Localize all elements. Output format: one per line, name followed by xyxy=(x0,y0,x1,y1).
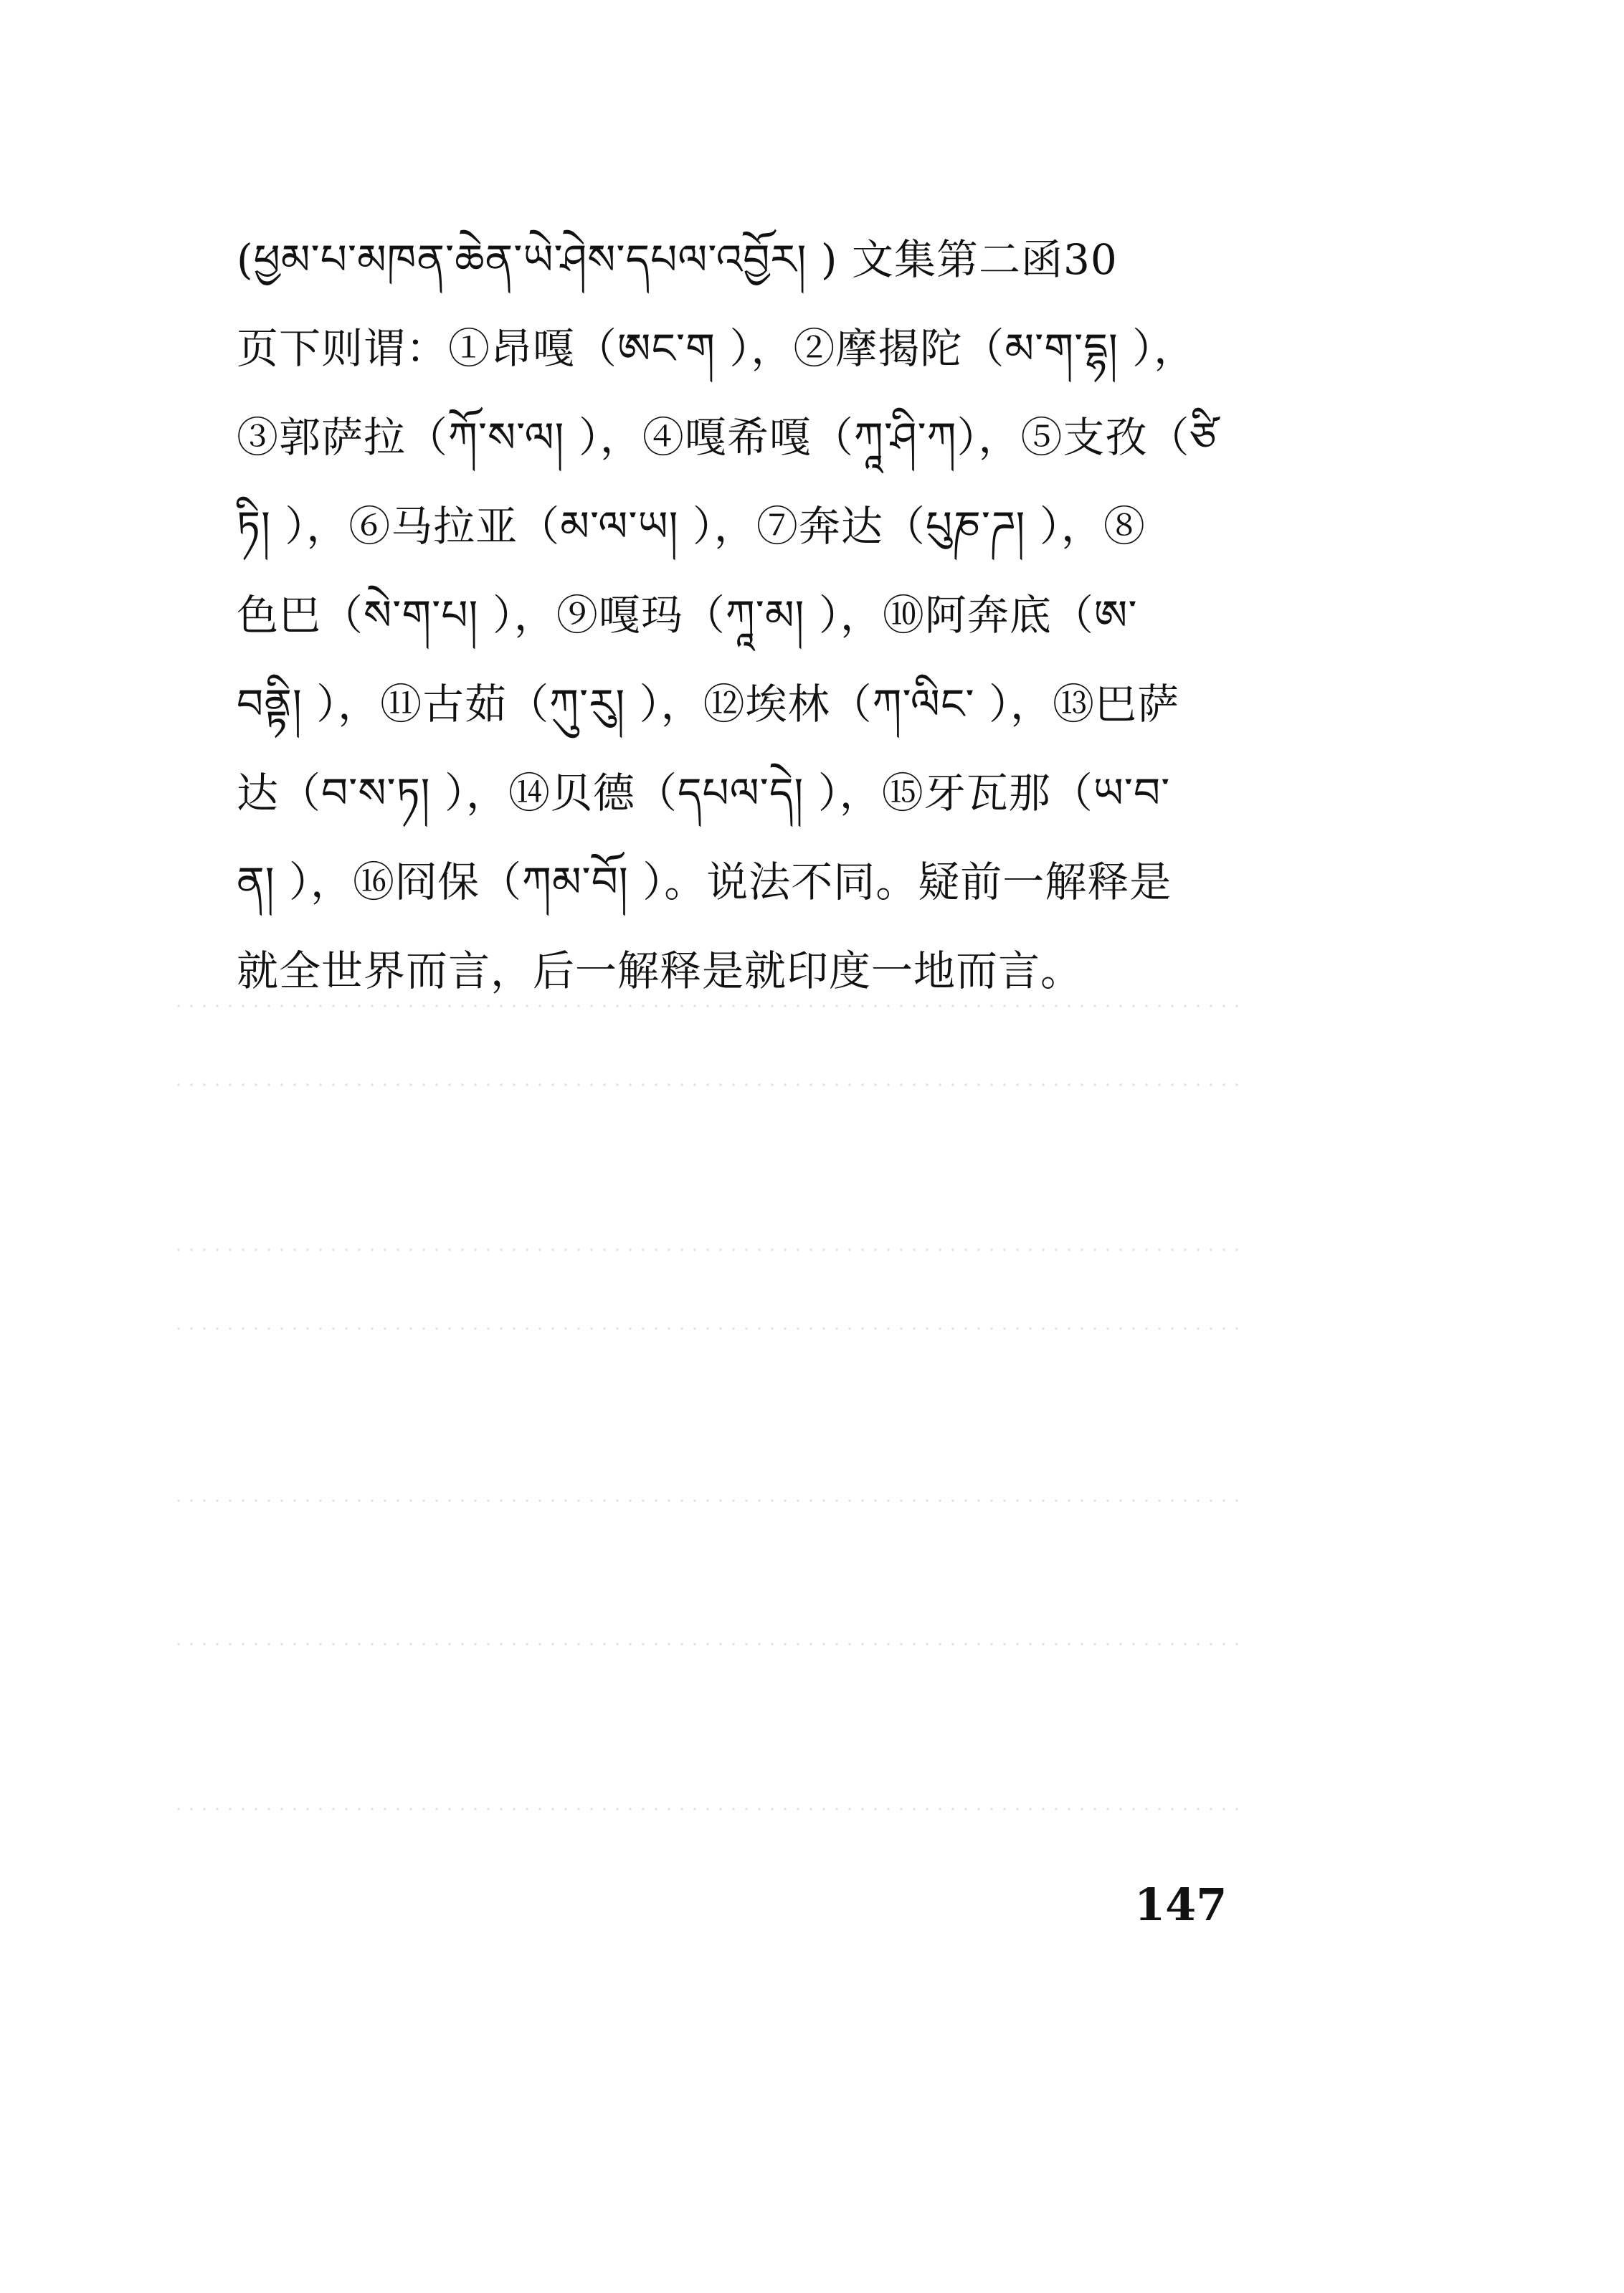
text-line-2: 页下则谓：①昂嘎（ཨང་ག ），②摩揭陀（མ་ག་དྷ། ）， xyxy=(237,324,1197,373)
bleed-through-mark xyxy=(172,1248,1248,1252)
text-line-3: ③郭萨拉（ཀོ་ས་ལ། ），④嘎希嘎（ཀཱ་ཤི་ཀ），⑤支孜（ཙི xyxy=(237,413,1217,462)
bleed-through-mark xyxy=(172,1807,1248,1811)
bleed-through-mark xyxy=(172,1326,1248,1331)
page-number: 147 xyxy=(1134,1879,1228,1931)
text-line-7: 达（བ་ས་ཏ། ），⑭贝德（དཔལ་དེ། ），⑮牙瓦那（ཡ་བ་ xyxy=(237,769,1171,817)
text-line-4: ཏི། ），⑥马拉亚（མ་ལ་ཡ། ），⑦奔达（པུཎ་ཌ། ），⑧ xyxy=(237,502,1146,551)
text-line-5: 色巴（སེ་ག་པ། ），⑨嘎玛（ཀཱ་མ། ），⑩阿奔底（ཨ་ xyxy=(237,591,1138,640)
text-line-6: བནྟི། ），⑪古茹（ཀུ་རུ། ），⑫埃林（ཀ་ལིང་ ），⑬巴萨 xyxy=(237,680,1179,728)
bleed-through-mark xyxy=(172,1083,1248,1087)
bleed-through-mark xyxy=(172,1004,1248,1008)
bleed-through-mark xyxy=(172,1499,1248,1503)
text-line-9: 就全世界而言，后一解释是就印度一地而言。 xyxy=(237,946,1083,995)
text-line-8: ན། ），⑯冏保（ཀམ་བོ། ）。说法不同。疑前一解释是 xyxy=(237,858,1172,906)
bleed-through-mark xyxy=(172,1642,1248,1646)
text-line-1: (ཕྱམ་པ་མཁན་ཆེན་ཡེ་ཤེས་དཔལ་འབྱོར། ) 文集第二函30 xyxy=(237,235,1118,284)
body-text xyxy=(237,215,1240,1015)
